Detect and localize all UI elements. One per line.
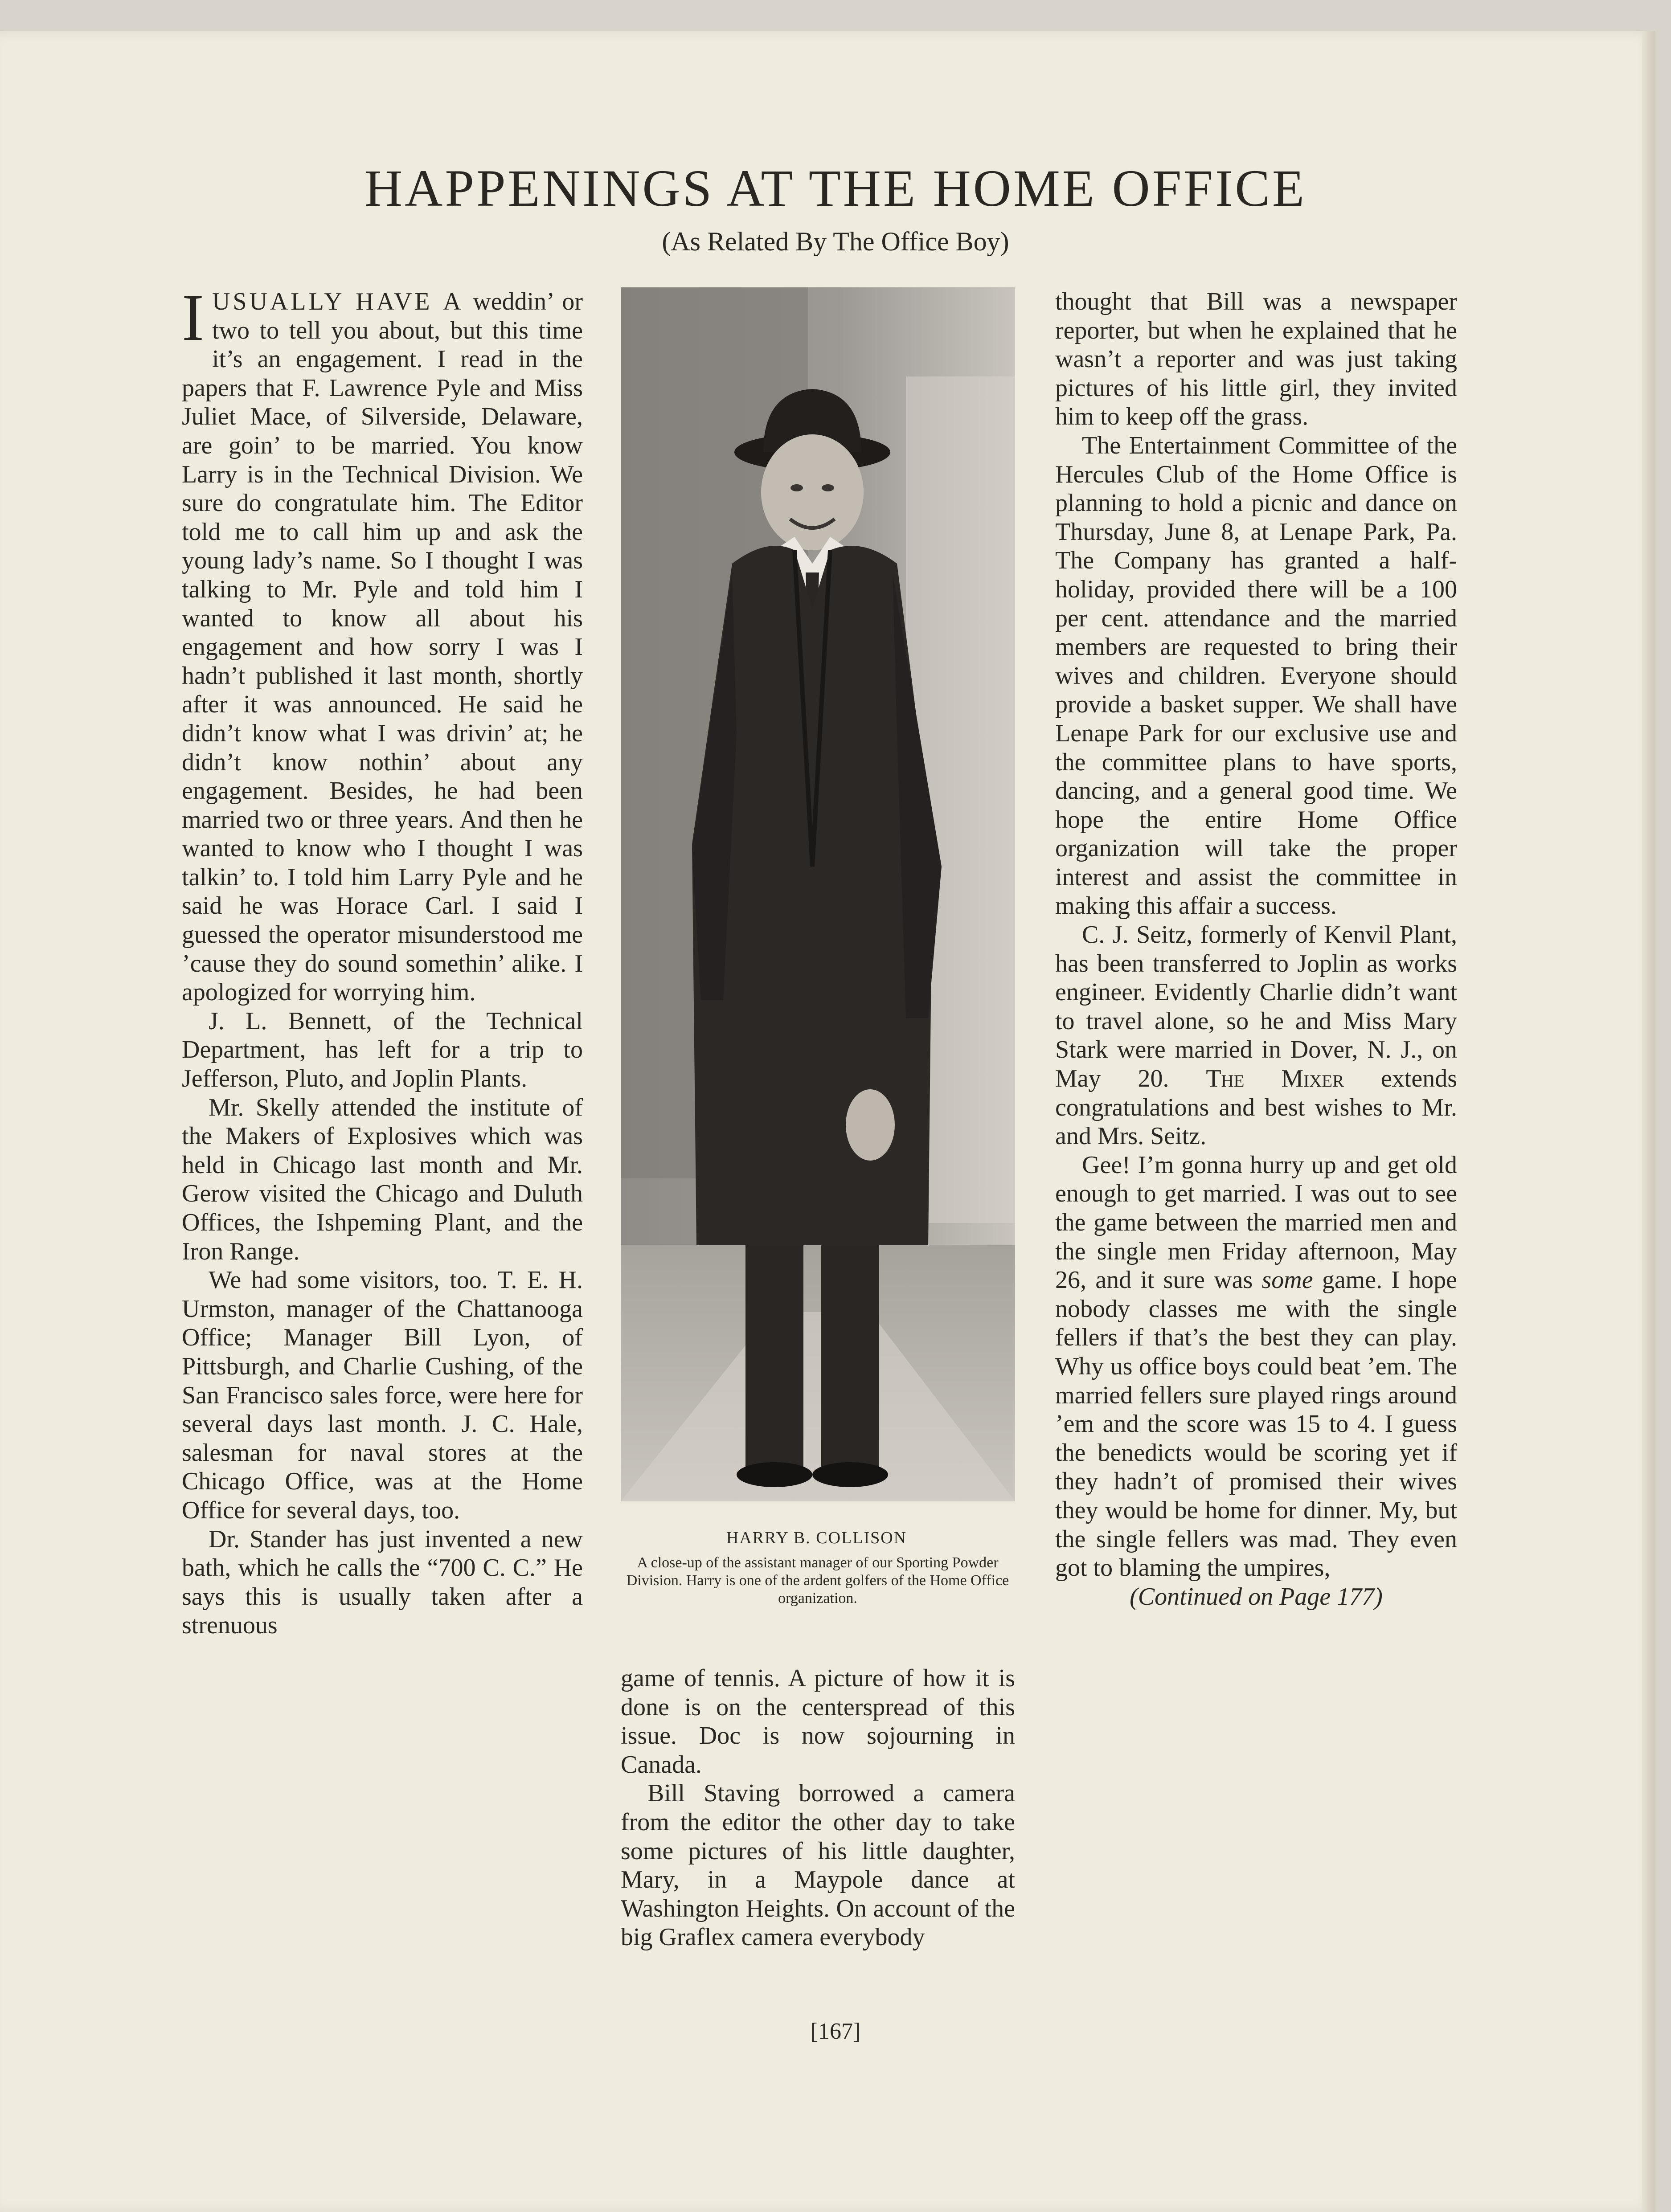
page-number: [167] bbox=[810, 2019, 861, 2044]
drop-cap: I bbox=[182, 281, 204, 355]
paragraph: Dr. Stander has just invented a new bath, which he calls the “700 C. C.” He says this is usually taken after a strenuous bbox=[182, 1525, 583, 1640]
photo-caption-title: HARRY B. COLLISON bbox=[726, 1529, 907, 1547]
paragraph: Mr. Skelly attended the institute of the Makers of Explosives which was held in Chicago last month and Mr. Gerow visited the Chicago and Duluth Offices, the Ishpeming Plant, and the Iron Range. bbox=[182, 1093, 583, 1265]
paragraph bbox=[1055, 1151, 1457, 1582]
paragraph bbox=[1055, 920, 1457, 1151]
opening-paragraph bbox=[182, 281, 583, 1007]
paragraph-text: Gee! I’m gonna hurry up and get old enough to get married. I was out to see the game between the married men and the single men Friday afternoon, May 26, and it sure was bbox=[1055, 1151, 1457, 1294]
magazine-name: The Mixer bbox=[1206, 1065, 1344, 1093]
paragraph: game of tennis. A picture of how it is done is on the centerspread of this issue. Doc is now sojourning in Canada. bbox=[621, 1664, 1015, 1779]
paragraph: thought that Bill was a newspaper reporter, but when he explained that he wasn’t a reporter and was just taking pictures of his little girl, they invited him to keep off the grass. bbox=[1055, 288, 1457, 431]
text-column-right bbox=[1055, 287, 1457, 1611]
paragraph-text: C. J. Seitz, formerly of Kenvil Plant, has been transferred to Joplin as works engineer. Evidently Charlie didn’t want to travel alone, so he and Miss Mary Stark were married in Dover, N. J., on May 20. bbox=[1055, 921, 1457, 1093]
article-subheading: (As Related By The Office Boy) bbox=[662, 227, 1009, 256]
paragraph-text: game. I hope nobody classes me with the single fellers if that’s the best they can play. Why us office boys could beat ’em. The married fellers sure played rings around ’em and the score was 15 to 4. I guess the benedicts would be scoring yet if they hadn’t of promised their wives they would be home for dinner. My, but the single fellers was mad. They even got to blaming the umpires, bbox=[1055, 1266, 1458, 1582]
photo-caption-text: A close-up of the assistant manager of our Sporting Powder Division. Harry is one of the ardent golfers of the Home Office organization. bbox=[626, 1554, 1009, 1607]
lead-in-caps: USUALLY HAVE A bbox=[212, 288, 464, 315]
paragraph: Bill Staving borrowed a camera from the editor the other day to take some pictures of his little daughter, Mary, in a Maypole dance at Washington Heights. On account of the big Graflex camera everybody bbox=[621, 1779, 1015, 1951]
portrait-photo bbox=[621, 287, 1015, 1501]
continued-notice: (Continued on Page 177) bbox=[1130, 1582, 1383, 1611]
paragraph: The Entertainment Committee of the Hercules Club of the Home Office is planning to hold a picnic and dance on Thursday, June 8, at Lenape Park, Pa. The Company has granted a half-holiday, provided there will be a 100 per cent. attendance and the married members are requested to bring their wives and children. Everyone should provide a basket supper. We shall have Lenape Park for our exclusive use and the committee plans to have sports, dancing, and a general good time. We hope the entire Home Office organization will take the proper interest and assist the committee in making this affair a success. bbox=[1055, 431, 1457, 920]
article-headline: HAPPENINGS AT THE HOME OFFICE bbox=[364, 159, 1307, 217]
text-column-left bbox=[182, 281, 583, 1640]
paragraph: J. L. Bennett, of the Technical Department, has left for a trip to Jefferson, Pluto, and Joplin Plants. bbox=[182, 1007, 583, 1093]
paragraph: We had some visitors, too. T. E. H. Urmston, manager of the Chattanooga Office; Manager Bill Lyon, of Pittsburgh, and Charlie Cushing, of the San Francisco sales force, were here for several days last month. J. C. Hale, salesman for naval stores at the Chicago Office, was at the Home Office for several days, too. bbox=[182, 1266, 583, 1524]
text-column-middle bbox=[621, 1664, 1015, 1952]
portrait-photo-image bbox=[621, 287, 1015, 1501]
paragraph-text: extends congratulations and best wishes to Mr. and Mrs. Seitz. bbox=[1055, 1065, 1458, 1150]
emphasis: some bbox=[1261, 1266, 1313, 1294]
paragraph-text: weddin’ or two to tell you about, but this time it’s an engagement. I read in the papers that F. Lawrence Pyle and Miss Juliet Mace, of Silverside, Delaware, are goin’ to be married. You know Larry is in the Technical Division. We sure do congratulate him. The Editor told me to call him up and ask the young lady’s name. So I thought I was talking to Mr. Pyle and told him I wanted to know all about his engagement and how sorry I was I hadn’t published it last month, shortly after it was announced. He said he didn’t know what I was drivin’ at; he didn’t know nothin’ about any engagement. Besides, he had been married two or three years. And then he wanted to know who I thought I was talkin’ to. I told him Larry Pyle and he said he was Horace Carl. I said I guessed the operator misunderstood me ’cause they do sound somethin’ alike. I apologized for worrying him. bbox=[182, 288, 583, 1006]
